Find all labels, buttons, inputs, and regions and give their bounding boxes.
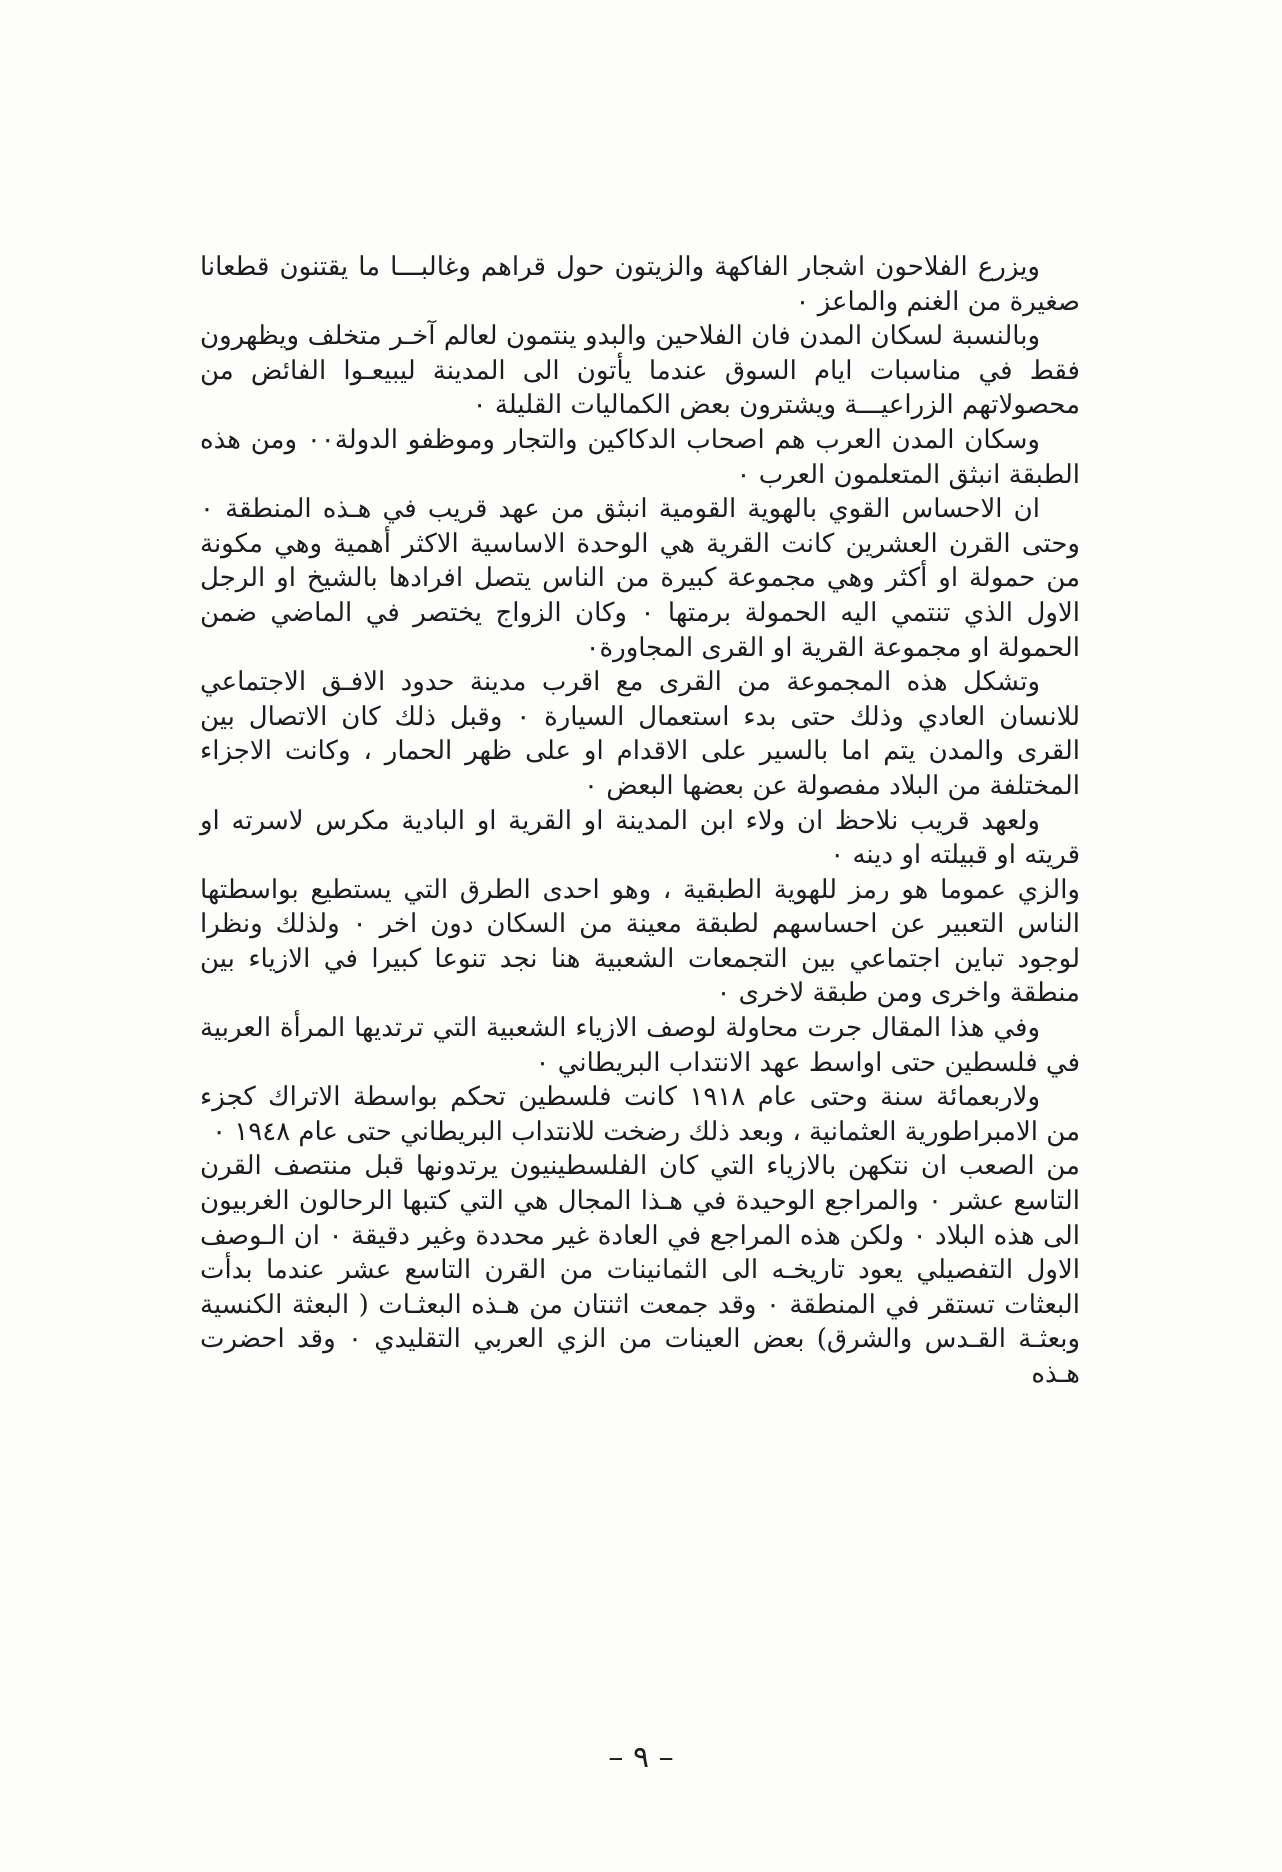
page-number: – ٩ – <box>608 1740 674 1775</box>
paragraph: ولعهد قريب نلاحظ ان ولاء ابن المدينة او القرية او البادية مكرس لاسرته او قريته او قبيلته او دينه ٠ <box>200 805 1080 871</box>
paragraph: والزي عموما هو رمز للهوية الطبقية ، وهو احدى الطرق التي يستطيع بواسطتها الناس التعبير عن احساسهم لطبقة معينة من السكان دون اخر ٠ ولذلك ونظرا لوجود تباين اجتماعي بين التجمعات الشعبية هنا نجد تنوعا كبيرا في الازياء بين منطقة واخرى ومن طبقة لاخرى ٠ <box>200 874 1081 1009</box>
paragraph: وفي هذا المقال جرت محاولة لوصف الازياء الشعبية التي ترتديها المرأة العربية في فلسطين حتى اواسط عهد الانتداب البريطاني ٠ <box>200 1013 1080 1078</box>
paragraph: وتشكل هذه المجموعة من القرى مع اقرب مدينة حدود الافـق الاجتماعي للانسان العادي وذلك حتى بدء استعمال السيارة ٠ وقبل ذلك كان الاتصال بين القرى والمدن يتم اما بالسير على الاقدام او على ظهر الحمار ، وكانت الاجزاء المختلفة من البلاد مفصولة عن بعضها البعض ٠ <box>200 667 1081 801</box>
body-text <box>200 250 1080 1392</box>
paragraph: وبالنسبة لسكان المدن فان الفلاحين والبدو ينتمون لعالم آخـر متخلف ويظهرون فقط في مناسبات ايام السوق عندما يأتون الى المدينة ليبيعـوا الفائض من محصولاتهم الزراعيـــة ويشترون بعض الكماليات القليلة ٠ <box>200 321 1080 421</box>
paragraph: وسكان المدن العرب هم اصحاب الدكاكين والتجار وموظفو الدولة٠٠ ومن هذه الطبقة انبثق المتعلمون العرب ٠ <box>200 424 1080 490</box>
paragraph: من الصعب ان نتكهن بالازياء التي كان الفلسطينيون يرتدونها قبل منتصف القرن التاسع عشر ٠ والمراجع الوحيدة في هـذا المجال هي التي كتبها الرحالون الغربيون الى هذه البلاد ٠ ولكن هذه المراجع في العادة غير محددة وغير دقيقة ٠ ان الـوصف الاول التفصيلي يعود تاريخـه الى الثمانينات من القرن التاسع عشر عندما بدأت البعثات تستقر في المنطقة ٠ وقد جمعت اثنتان من هـذه البعثـات ( البعثة الكنسية وبعثـة القـدس والشرق) بعض العينات من الزي العربي التقليدي ٠ وقد احضرت هـذه <box>200 1151 1081 1389</box>
paragraph: ويزرع الفلاحون اشجار الفاكهة والزيتون حول قراهم وغالبـــا ما يقتنون قطعانا صغيرة من الغنم والماعز ٠ <box>200 252 1080 317</box>
paragraph: ولاربعمائة سنة وحتى عام ١٩١٨ كانت فلسطين تحكم بواسطة الاتراك كجزء من الامبراطورية العثمانية ، وبعد ذلك رضخت للانتداب البريطاني حتى عام ١٩٤٨ ٠ <box>200 1082 1080 1147</box>
paragraph: ان الاحساس القوي بالهوية القومية انبثق من عهد قريب في هـذه المنطقة ٠ وحتى القرن العشرين كانت القرية هي الوحدة الاساسية الاكثر أهمية وهي مكونة من حمولة او أكثر وهي مجموعة كبيرة من الناس يتصل افرادها بالشيخ او الرجل الاول الذي تنتمي اليه الحمولة برمتها ٠ وكان الزواج يختصر في الماضي ضمن الحمولة او مجموعة القرية او القرى المجاورة٠ <box>200 494 1080 663</box>
